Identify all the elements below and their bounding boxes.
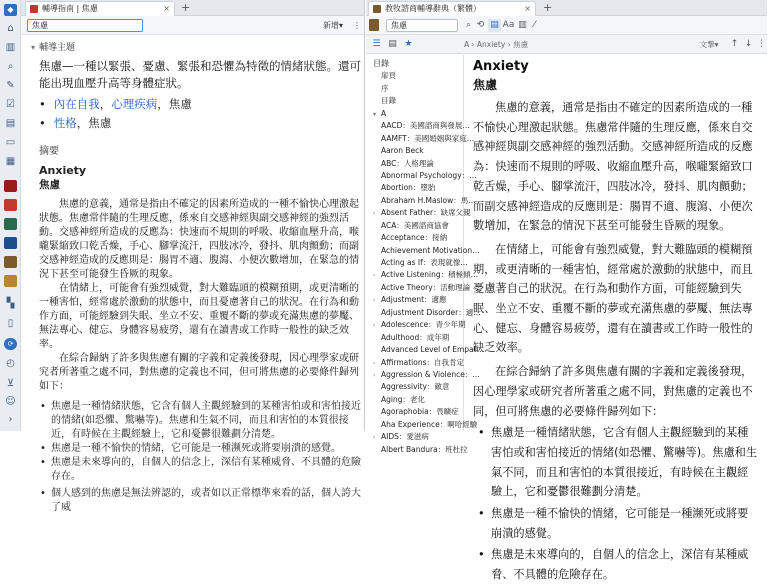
topic-tag-row: • 內在自我，心理疾病，焦慮 xyxy=(39,97,192,111)
left-content xyxy=(21,35,365,513)
toc-item[interactable] xyxy=(373,158,463,170)
book-icon xyxy=(373,5,381,13)
toc-item[interactable] xyxy=(373,257,468,269)
toc-list xyxy=(373,70,485,456)
toc-item[interactable] xyxy=(373,269,479,281)
toc-item-label: AACD：美國諮商與發展… xyxy=(381,121,470,131)
layout-icon[interactable]: ▦ xyxy=(5,156,16,167)
toc-item-label: 序 xyxy=(381,83,389,93)
close-icon[interactable]: × xyxy=(524,4,531,13)
link-inner-self[interactable]: 內在自我 xyxy=(53,97,100,111)
new-label: 新增 xyxy=(323,21,339,30)
user-icon[interactable]: ☺ xyxy=(5,396,16,407)
toc-item-label: ACA：美國諮商協會 xyxy=(381,220,449,230)
document-icon[interactable]: ▭ xyxy=(5,137,16,148)
document-icon[interactable]: ▯ xyxy=(7,318,14,329)
bookmark-star-icon[interactable]: ★ xyxy=(404,39,413,49)
definition-text: 焦慮—一種以緊張、憂慮、緊張和恐懼為特徵的情緒狀態。還可能出現血壓升高等身體症狀。 xyxy=(39,59,361,90)
left-toolbar xyxy=(21,16,364,35)
new-button[interactable] xyxy=(323,19,343,32)
tab-title: 教牧諮商輔導辭典（繁體） xyxy=(385,4,481,13)
search-icon[interactable]: ⌕ xyxy=(465,20,472,30)
sync-icon[interactable]: ⟲ xyxy=(476,20,485,30)
chevron-icon: › xyxy=(373,359,376,367)
toc-item-label: Abraham H.Maslow：馬… xyxy=(381,195,476,205)
list-item: • 焦慮是未來導向的，自個人的信念上，深信有某種威脅、不具體的危險存在。 xyxy=(39,456,365,484)
book-icon xyxy=(30,5,38,13)
plan-icon[interactable]: ▤ xyxy=(5,118,16,129)
chevron-icon: › xyxy=(373,210,376,218)
table-of-contents xyxy=(366,55,485,454)
toc-item[interactable] xyxy=(373,344,485,356)
toc-item-label: Agoraphobia：畏曠症 xyxy=(381,407,459,417)
search-icon[interactable]: ⌕ xyxy=(7,61,14,72)
toc-item-label: Aha Experience：啊哈經驗 xyxy=(381,419,478,429)
toc-item-label: AAMFT：美國婚姻與家庭… xyxy=(381,133,475,143)
toc-item-label: 扉頁 xyxy=(381,71,396,81)
close-icon[interactable]: × xyxy=(163,4,170,13)
toc-item-label: Albert Bandura：班杜拉 xyxy=(381,444,468,454)
chevron-icon: › xyxy=(373,272,376,280)
toc-item[interactable] xyxy=(373,431,463,443)
chevron-down-icon: ▾ xyxy=(339,21,344,30)
toc-item-label: Abortion：墮胎 xyxy=(381,183,436,193)
link-personality[interactable]: 性格 xyxy=(53,116,77,130)
contents-list-icon[interactable]: ▤ xyxy=(388,39,397,49)
app-sidebar-rail xyxy=(0,0,21,431)
toc-item-label: AIDS：愛滋病 xyxy=(381,432,429,442)
toc-item[interactable] xyxy=(373,133,475,145)
article-paragraph: 在情緒上，可能會有強烈威覺，對大難臨頭的模糊預期，或更清晰的一種害怕，經常處於激動的狀態中，而且憂慮著自己的狀況。在行為和動作方面，可能經驗到失眠、坐立不安、重覆不斷的夢或充滿焦慮的夢魘、無法專心、健忘、身體容易疲勞，還有在讀書或工作時一般性的缺乏效率。 xyxy=(473,242,753,355)
visual-filter-icon[interactable]: ▤ xyxy=(488,19,501,32)
toc-item-label: Aggression & Violence：… xyxy=(381,369,480,379)
toc-item[interactable] xyxy=(373,307,481,319)
toc-item-label: Affirmations：自我肯定 xyxy=(381,357,465,367)
toc-item-label: Adjustment Disorder：適… xyxy=(381,307,481,317)
toc-item[interactable] xyxy=(373,170,477,182)
layout-icon[interactable]: ▥ xyxy=(518,20,527,30)
tag-plain: 焦慮 xyxy=(88,116,112,130)
book-cover-icon[interactable] xyxy=(4,218,17,230)
chevron-icon: ▾ xyxy=(373,110,377,118)
more-menu-icon[interactable]: ⋮ xyxy=(757,39,766,49)
chevron-icon: › xyxy=(373,371,376,379)
toc-item-label: Aggressivity：敵意 xyxy=(381,382,450,392)
toc-item[interactable] xyxy=(373,120,470,132)
toc-item[interactable] xyxy=(373,332,463,344)
toc-item[interactable] xyxy=(373,232,463,244)
toc-item[interactable] xyxy=(373,319,466,331)
toc-item[interactable] xyxy=(373,406,463,418)
new-tab-button[interactable]: + xyxy=(543,1,553,14)
toc-item-label: Adulthood：成年期 xyxy=(381,332,450,342)
tag-plain: 焦慮 xyxy=(168,97,192,111)
language-label: 文摯 xyxy=(699,40,715,49)
home-icon[interactable]: ⌂ xyxy=(7,23,14,34)
section-title: 輔導主題 xyxy=(39,43,76,53)
term-english: Anxiety xyxy=(39,164,87,177)
toc-item[interactable] xyxy=(373,245,480,257)
toc-item[interactable] xyxy=(373,294,463,306)
toc-item-label: Active Listening：積極傾… xyxy=(381,270,479,280)
text-size-icon[interactable]: Aa xyxy=(502,20,515,30)
toc-item[interactable] xyxy=(373,282,471,294)
term-chinese: 焦慮 xyxy=(39,179,60,191)
more-menu-icon[interactable]: ⋮ xyxy=(353,21,361,30)
collapse-sidebar-icon[interactable]: › xyxy=(8,414,13,425)
chevron-down-icon: ▾ xyxy=(31,43,36,52)
toc-item-label: Absent Father：缺席父親 xyxy=(381,208,471,218)
prev-arrow-icon[interactable]: ↑ xyxy=(730,39,739,49)
toc-item[interactable] xyxy=(373,83,463,95)
toc-item[interactable] xyxy=(373,182,463,194)
book-cover-icon[interactable] xyxy=(4,237,17,249)
toc-item[interactable] xyxy=(373,419,478,431)
toc-item-label: Acting as If：表現就像… xyxy=(381,258,468,267)
list-item: • 焦慮是一種不愉快的情緒，它可能是一種濒死或將要崩潰的感覺。 xyxy=(473,504,759,543)
toc-item[interactable] xyxy=(373,444,468,456)
right-panel xyxy=(366,0,767,582)
toc-item[interactable] xyxy=(373,394,463,406)
cart-icon[interactable]: ⊻ xyxy=(6,378,15,389)
list-item: • 焦慮是一種情緒狀態，它含有個人主觀經驗到的某種害怕或和害怕接近的情緒(如恐懼、驚嚇等)。焦慮和生氣不同，而且和害怕的本質很接近，有時候在主觀經驗上，它和憂鬱很難劃分清楚。 xyxy=(473,423,759,502)
book-cover-icon[interactable] xyxy=(4,256,17,268)
app-logo-icon[interactable]: ◆ xyxy=(4,4,17,16)
search-input[interactable]: 焦慮 xyxy=(27,19,143,32)
right-nav-bar xyxy=(366,35,767,54)
right-tab-bar xyxy=(366,0,767,16)
right-toolbar xyxy=(366,16,767,35)
summary-paragraph: 焦慮的意義，通常是指由不確定的因素所造成的一種不愉快心理激起狀態。焦慮常伴隨的生理反應，係來自交感神經與副交感神經的強烈活動。交感神經所造成的反應為：快速而不規則的呼吸、收縮血壓升高，喉嚨緊縮致口乾舌燥，手心、腳掌流汗，四肢冰冷，發抖、肌肉顫動；而副交感神經造成的反應則是：腸胃不適、腹瀉、小便次數增加，在緊急的情況下甚至可能發生昏厥的現象。 xyxy=(39,199,359,280)
book-cover-icon[interactable] xyxy=(4,199,17,211)
toc-item[interactable] xyxy=(373,369,480,381)
left-panel xyxy=(21,0,365,513)
checklist-icon[interactable]: ☑ xyxy=(6,99,15,110)
section-header[interactable] xyxy=(31,41,357,55)
toc-item[interactable] xyxy=(373,145,463,157)
toc-item-label: Adjustment：適應 xyxy=(381,295,447,305)
topic-tag-row: • 性格，焦慮 xyxy=(39,116,112,130)
article-subtitle: 焦慮 xyxy=(473,78,498,92)
summary-paragraph: 在情緒上，可能會有強烈威覺，對大難臨頭的模糊預期，或更清晰的一種害怕，經常處於激動的狀態中，而且憂慮著自己的狀況。在行為和動作方面，可能經驗到失眠、坐立不安、重覆不斷的夢或充滿焦慮的夢魘、無法專心、健忘、身體容易疲勞，還有在讀書或工作時一般性的缺乏效率。 xyxy=(39,283,359,350)
toc-item-label: Adolescence：青少年期 xyxy=(381,320,466,330)
toc-item-label: 目錄 xyxy=(381,96,396,106)
book-cover-icon[interactable] xyxy=(369,19,379,31)
article-paragraph: 在綜合歸納了許多與焦慮有關的字義和定義後發現，因心理學家或研究者所著重之處不同，對焦慮的定義也不同，但可將焦慮的必要條件歸列如下： xyxy=(473,365,753,418)
toc-item-label: Advanced Level of Empat… xyxy=(381,345,485,355)
more-options-icon[interactable]: ⁄ xyxy=(533,20,536,30)
toc-item[interactable] xyxy=(373,108,463,120)
article-title: Anxiety xyxy=(473,59,529,74)
toc-item-label: Acceptance：接納 xyxy=(381,233,448,243)
book-cover-icon[interactable] xyxy=(4,180,17,192)
article-paragraph: 焦慮的意義，通常是指由不確定的因素所造成的一種不愉快心理激起狀態。焦慮常伴隨的生理反應，係來自交感神經與副交感神經的強烈活動。交感神經所造成的反應為：快速而不規則的呼吸、收縮血壓升高，喉嚨緊縮致口乾舌燥，手心、腳掌流汗，四肢冰冷，發抖、肌肉顫動；而副交感神經造成的反應則是：腸胃不適、腹瀉、小便次數增加，在緊急的情況下甚至可能發生昏厥的現象。 xyxy=(473,101,753,233)
summary-paragraph: 在綜合歸納了許多與焦慮有關的字義和定義後發現，因心理學家或研究者所著重之處不同，對焦慮的定義也不同，但可將焦慮的必要條件歸列如下： xyxy=(39,353,359,392)
tab-title: 輔導指南 | 焦慮 xyxy=(42,4,98,13)
chevron-icon: › xyxy=(373,297,376,305)
tab-counseling-guide[interactable] xyxy=(25,1,175,16)
toc-item[interactable] xyxy=(373,381,463,393)
library-icon[interactable]: ▥ xyxy=(5,42,16,53)
next-arrow-icon[interactable]: ↓ xyxy=(744,39,753,49)
toc-item[interactable] xyxy=(373,70,463,82)
list-item: • 個人感到的焦慮是無法辨認的，或者如以正常標準來看的話，個人誇大了威 xyxy=(39,487,365,515)
list-item: • 焦慮是一種不愉快的情緒，它可能是一種濒死或將要崩潰的感覺。 xyxy=(39,442,365,456)
sync-icon[interactable]: ⟳ xyxy=(4,338,17,350)
toc-title: 目錄 xyxy=(373,59,389,68)
table-of-contents-icon[interactable]: ☰ xyxy=(372,39,381,49)
toc-item-label: Aging：老化 xyxy=(381,394,425,404)
article-content xyxy=(465,55,767,582)
chevron-down-icon: ▾ xyxy=(714,40,719,49)
toc-item[interactable] xyxy=(373,357,463,369)
list-item: • 焦慮是一種情緒狀態，它含有個人主觀經驗到的某種害怕或和害怕接近的情緒(如恐懼、驚嚇等)。焦慮和生氣不同，而且和害怕的本質很接近，有時候在主觀經驗上，它和憂鬱很難劃分清楚。 xyxy=(39,400,365,442)
summary-label: 摘要 xyxy=(39,146,59,157)
language-selector[interactable] xyxy=(696,38,722,51)
search-input[interactable]: 焦慮 xyxy=(386,19,458,32)
book-cover-icon[interactable] xyxy=(4,275,17,287)
tab-pastoral-dictionary[interactable] xyxy=(368,1,536,16)
breadcrumb[interactable]: A › Anxiety › 焦慮 xyxy=(464,40,529,49)
link-mental-illness[interactable]: 心理疾病 xyxy=(111,97,158,111)
history-icon[interactable]: ◴ xyxy=(6,358,15,369)
toc-item-label: Achievement Motivation… xyxy=(381,245,480,255)
toc-item-label: Active Theory：活動理論 xyxy=(381,282,471,292)
toc-item[interactable] xyxy=(373,220,463,232)
toc-item[interactable] xyxy=(373,195,476,207)
chevron-icon: › xyxy=(373,434,376,442)
toc-item-label: A xyxy=(381,108,387,118)
toc-item-label: Abnormal Psychology：… xyxy=(381,170,477,180)
toc-item-label: Aaron Beck xyxy=(381,146,424,156)
grid-icon[interactable]: ▚ xyxy=(6,298,15,309)
chevron-icon: › xyxy=(373,322,376,330)
new-tab-button[interactable]: + xyxy=(181,1,191,14)
list-item: • 焦慮是未來導向的，自個人的信念上，深信有某種威脅、不具體的危險存在。 xyxy=(473,545,759,584)
left-tab-bar xyxy=(21,0,364,16)
toc-item[interactable] xyxy=(373,207,471,219)
toc-item[interactable] xyxy=(373,95,463,107)
toc-item-label: ABC：人格理論 xyxy=(381,158,434,168)
notes-icon[interactable]: ✎ xyxy=(6,80,15,91)
